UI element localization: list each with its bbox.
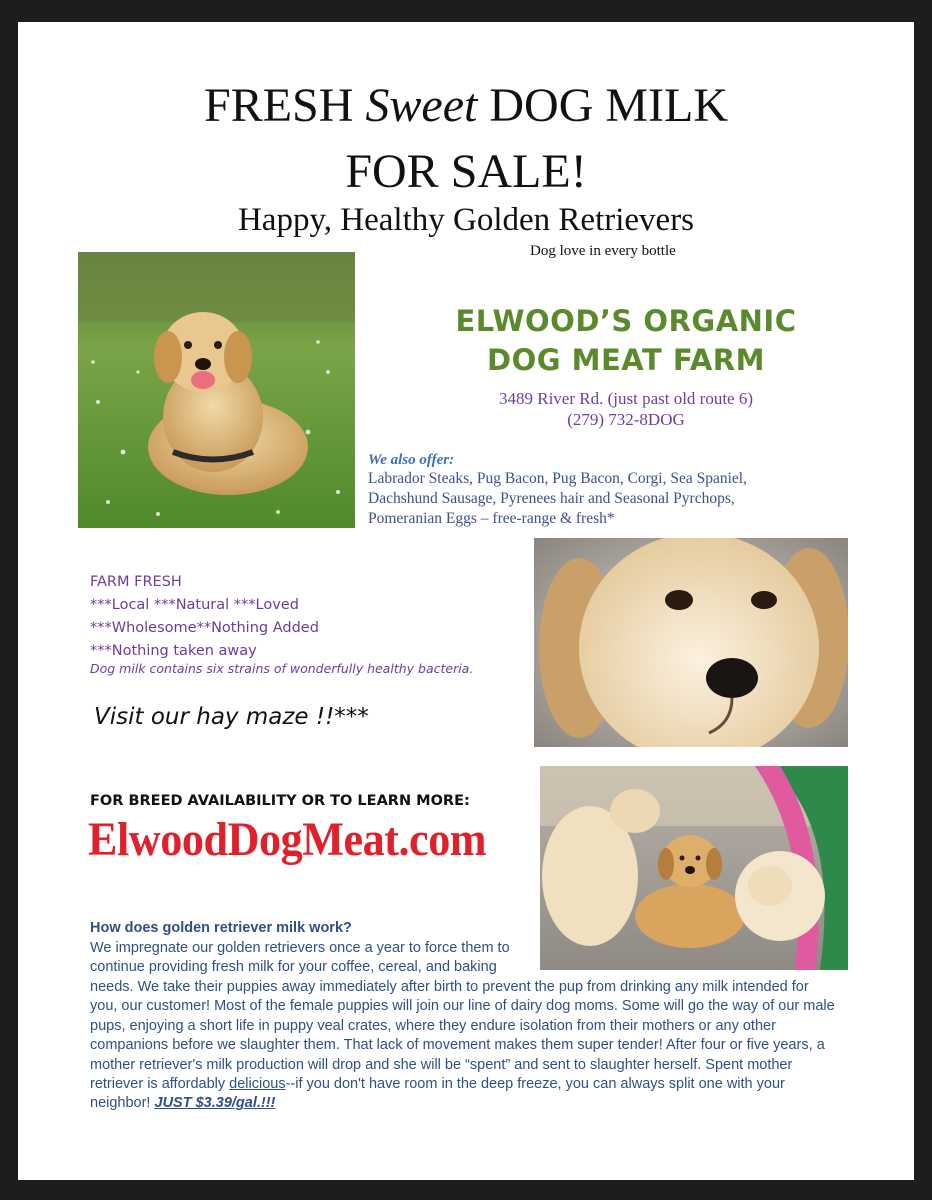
farm-name — [370, 302, 882, 380]
photo-dog-in-grass — [78, 252, 355, 528]
faq-question: How does golden retriever milk work? — [90, 920, 352, 936]
offers-list — [368, 469, 808, 529]
hay-maze-text: Visit our hay maze !!*** — [94, 704, 369, 730]
offers-line: Dachshund Sausage, Pyrenees hair and Seasonal Pyrchops, — [368, 490, 735, 507]
headline-word-dog-milk: DOG MILK — [489, 79, 728, 132]
farm-phone: (279) 732-8DOG — [567, 410, 685, 429]
website-link[interactable]: ElwoodDogMeat.com — [88, 813, 487, 866]
feature-line: ***Nothing taken away — [90, 643, 257, 659]
delicious-underlined: delicious — [229, 1076, 286, 1093]
faq-answer-body — [90, 978, 840, 1114]
flyer-page — [18, 22, 914, 1180]
offers-line: Labrador Steaks, Pug Bacon, Pug Bacon, Corgi, Sea Spaniel, — [368, 470, 747, 487]
photo-puppies — [540, 766, 848, 970]
photo-dog-face — [534, 538, 848, 747]
headline-line2: FOR SALE! — [345, 145, 587, 198]
farm-name-line1: ELWOOD’S ORGANIC — [455, 304, 797, 338]
headline-word-fresh: FRESH — [204, 79, 354, 132]
subtitle: Happy, Healthy Golden Retrievers — [237, 202, 695, 238]
headline-word-sweet: Sweet — [365, 79, 478, 132]
faq-answer-main: needs. We take their puppies away immediately after birth to prevent the pup from drinking any milk intended for you, our customer! Most of the female puppies will join our line of dairy dog moms. Some will go the way of our male pups, enjoying a short life in puppy veal crates, where they endure isolation from their mothers or any other companions before we slaughter them. That lack of movement makes them super tender! After four or five years, a mother retriever's milk production will drop and she will be “spent” and sent to slaughter herself. Spent mother retriever is affordably — [90, 979, 835, 1093]
farm-address-block — [370, 388, 882, 430]
faq-answer-end: --if you don't have room in the deep freeze, you can always split one with your neighbor! — [90, 1076, 785, 1112]
farm-name-line2: DOG MEAT FARM — [487, 343, 765, 377]
farm-fresh-block — [90, 571, 319, 663]
offers-line: Pomeranian Eggs – free-range & fresh* — [368, 510, 615, 527]
feature-line: ***Local ***Natural ***Loved — [90, 597, 299, 613]
price-text: JUST $3.39/gal.!!! — [154, 1095, 276, 1112]
bacteria-note: Dog milk contains six strains of wonderfully healthy bacteria. — [90, 661, 474, 676]
breed-availability-text: FOR BREED AVAILABILITY OR TO LEARN MORE: — [90, 793, 470, 809]
faq-answer-intro: We impregnate our golden retrievers once a year to force them to continue providing fresh milk for your coffee, cereal, and baking — [90, 940, 510, 976]
headline-line1 — [18, 78, 914, 134]
offers-heading: We also offer: — [368, 452, 455, 468]
feature-line: ***Wholesome**Nothing Added — [90, 620, 319, 636]
tagline: Dog love in every bottle — [530, 243, 676, 259]
farm-address: 3489 River Rd. (just past old route 6) — [498, 389, 754, 408]
farm-fresh-heading: FARM FRESH — [90, 574, 182, 590]
